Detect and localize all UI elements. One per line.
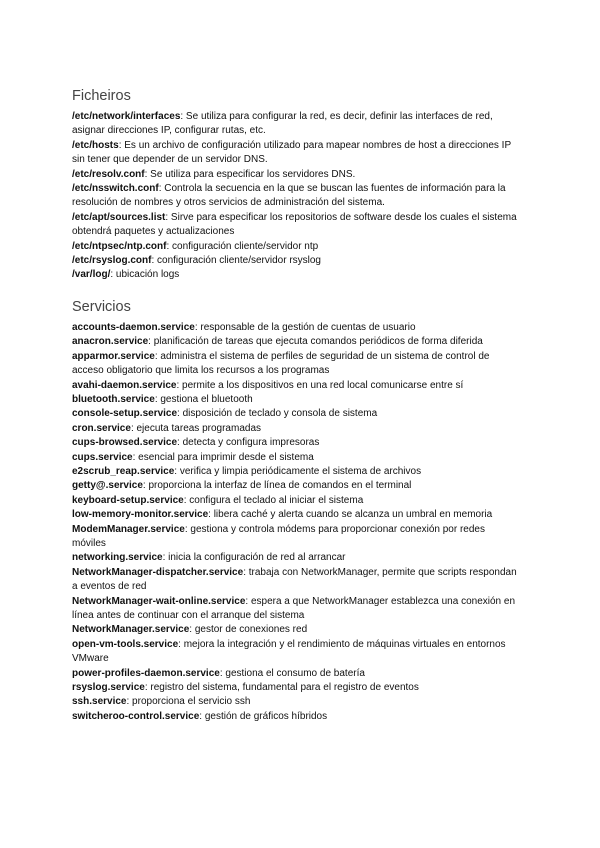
servicio-description: : mejora la integración y el rendimiento de máquinas virtuales en entornos VMware xyxy=(72,638,506,665)
servicio-term: bluetooth.service xyxy=(72,393,155,405)
ficheiro-entry xyxy=(72,139,520,168)
servicio-description: : ejecuta tareas programadas xyxy=(130,422,262,434)
ficheiros-section xyxy=(72,86,520,283)
servicio-description: : verifica y limpia periódicamente el sistema de archivos xyxy=(174,465,422,477)
ficheiros-heading: Ficheiros xyxy=(72,88,131,104)
servicio-entry xyxy=(72,479,520,493)
ficheiro-term: /etc/hosts xyxy=(72,139,119,151)
servicio-entry xyxy=(72,681,520,695)
servicio-description: : gestión de gráficos híbridos xyxy=(199,710,328,722)
servicio-description: : esencial para imprimir desde el sistema xyxy=(132,451,314,463)
servicio-entry xyxy=(72,667,520,681)
ficheiro-term: /var/log/ xyxy=(72,269,111,281)
servicio-entry xyxy=(72,566,520,595)
servicio-term: cups.service xyxy=(72,451,133,463)
servicio-term: rsyslog.service xyxy=(72,682,145,694)
servicio-description: : gestiona el consumo de batería xyxy=(219,667,365,679)
servicio-description: : proporciona el servicio ssh xyxy=(126,696,251,708)
ficheiro-entry xyxy=(72,182,520,211)
servicios-list xyxy=(72,321,520,724)
servicio-description: : planificación de tareas que ejecuta comandos periódicos de forma diferida xyxy=(148,336,483,348)
servicios-section xyxy=(72,297,520,724)
servicio-term: low-memory-monitor.service xyxy=(72,509,209,521)
servicio-description: : responsable de la gestión de cuentas de usuario xyxy=(194,321,416,333)
servicio-entry xyxy=(72,436,520,450)
servicio-description: : registro del sistema, fundamental para el registro de eventos xyxy=(144,682,419,694)
ficheiro-description: : Se utiliza para especificar los servidores DNS. xyxy=(144,168,356,180)
ficheiro-entry xyxy=(72,240,520,254)
servicio-term: console-setup.service xyxy=(72,408,178,420)
ficheiro-description: : ubicación logs xyxy=(110,269,180,281)
servicio-entry xyxy=(72,695,520,709)
servicio-term: networking.service xyxy=(72,552,163,564)
servicio-description: : proporciona la interfaz de línea de comandos en el terminal xyxy=(142,480,412,492)
servicio-entry xyxy=(72,379,520,393)
servicio-entry xyxy=(72,350,520,379)
servicio-term: apparmor.service xyxy=(72,350,155,362)
servicio-term: power-profiles-daemon.service xyxy=(72,667,220,679)
ficheiro-term: /etc/apt/sources.list xyxy=(72,211,166,223)
servicio-term: keyboard-setup.service xyxy=(72,494,184,506)
servicio-entry xyxy=(72,321,520,335)
servicio-entry xyxy=(72,465,520,479)
ficheiro-description: : Se utiliza para configurar la red, es decir, definir las interfaces de red, asignar direcciones IP, configurar rutas, etc. xyxy=(72,111,493,137)
ficheiro-entry xyxy=(72,268,520,282)
servicio-term: open-vm-tools.service xyxy=(72,638,179,650)
ficheiro-description: : Sirve para especificar los repositorios de software desde los cuales el sistema obtendrá paquetes y actualizaciones xyxy=(72,211,517,238)
servicio-entry xyxy=(72,494,520,508)
servicio-entry xyxy=(72,393,520,407)
servicio-term: NetworkManager-wait-online.service xyxy=(72,595,246,607)
servicio-description: : detecta y configura impresoras xyxy=(177,437,320,449)
servicio-term: switcheroo-control.service xyxy=(72,710,200,722)
ficheiro-term: /etc/network/interfaces xyxy=(72,111,181,122)
servicio-term: accounts-daemon.service xyxy=(72,321,195,333)
servicio-description: : permite a los dispositivos en una red local comunicarse entre sí xyxy=(176,379,464,391)
ficheiro-entry xyxy=(72,168,520,182)
servicio-description: : gestor de conexiones red xyxy=(189,624,308,636)
servicio-term: cron.service xyxy=(72,422,131,434)
ficheiro-term: /etc/ntpsec/ntp.conf xyxy=(72,240,167,252)
servicio-description: : disposición de teclado y consola de sistema xyxy=(177,408,378,420)
servicio-entry xyxy=(72,335,520,349)
servicio-term: e2scrub_reap.service xyxy=(72,465,175,477)
servicio-entry xyxy=(72,551,520,565)
servicio-description: : administra el sistema de perfiles de seguridad de un sistema de control de acceso obligatorio que limita los recursos a los programas xyxy=(72,350,490,377)
ficheiros-list xyxy=(72,110,520,283)
ficheiro-term: /etc/nsswitch.conf xyxy=(72,183,159,195)
ficheiro-entry xyxy=(72,211,520,240)
servicio-entry xyxy=(72,451,520,465)
servicio-term: cups-browsed.service xyxy=(72,437,178,449)
servicio-term: ssh.service xyxy=(72,696,127,708)
servicio-entry xyxy=(72,623,520,637)
ficheiro-description: : configuración cliente/servidor ntp xyxy=(166,240,319,252)
ficheiro-description: : Controla la secuencia en la que se buscan las fuentes de información para la resolución de nombres y otros servicios de administración del sistema. xyxy=(72,183,506,209)
servicio-description: : libera caché y alerta cuando se alcanza un umbral en memoria xyxy=(208,509,493,521)
ficheiro-entry xyxy=(72,254,520,268)
servicio-term: NetworkManager.service xyxy=(72,624,190,636)
servicio-description: : gestiona el bluetooth xyxy=(154,393,253,405)
servicio-term: avahi-daemon.service xyxy=(72,379,177,391)
servicio-term: ModemManager.service xyxy=(72,523,185,535)
servicio-term: NetworkManager-dispatcher.service xyxy=(72,566,244,578)
servicio-description: : gestiona y controla módems para proporcionar conexión por redes móviles xyxy=(72,523,485,549)
servicio-description: : configura el teclado al iniciar el sistema xyxy=(183,494,364,506)
servicio-entry xyxy=(72,407,520,421)
servicio-description: : espera a que NetworkManager establezca una conexión en línea antes de continuar con el arranque del sistema xyxy=(72,595,516,621)
ficheiro-term: /etc/resolv.conf xyxy=(72,168,145,180)
ficheiro-description: : Es un archivo de configuración utilizado para mapear nombres de host a direcciones IP sin tener que depender de un servidor DNS. xyxy=(72,139,511,166)
servicio-entry xyxy=(72,523,520,552)
servicio-entry xyxy=(72,422,520,436)
servicio-description: : inicia la configuración de red al arrancar xyxy=(162,552,346,564)
servicio-entry xyxy=(72,508,520,522)
ficheiro-description: : configuración cliente/servidor rsyslog xyxy=(151,255,321,267)
servicio-description: : trabaja con NetworkManager, permite que scripts respondan a eventos de red xyxy=(72,566,517,593)
ficheiro-entry xyxy=(72,110,520,139)
servicio-entry xyxy=(72,710,520,724)
servicio-term: getty@.service xyxy=(72,480,143,492)
servicios-heading: Servicios xyxy=(72,298,131,315)
ficheiro-term: /etc/rsyslog.conf xyxy=(72,255,152,267)
servicio-entry xyxy=(72,638,520,667)
servicio-entry xyxy=(72,595,520,624)
servicio-term: anacron.service xyxy=(72,336,149,348)
